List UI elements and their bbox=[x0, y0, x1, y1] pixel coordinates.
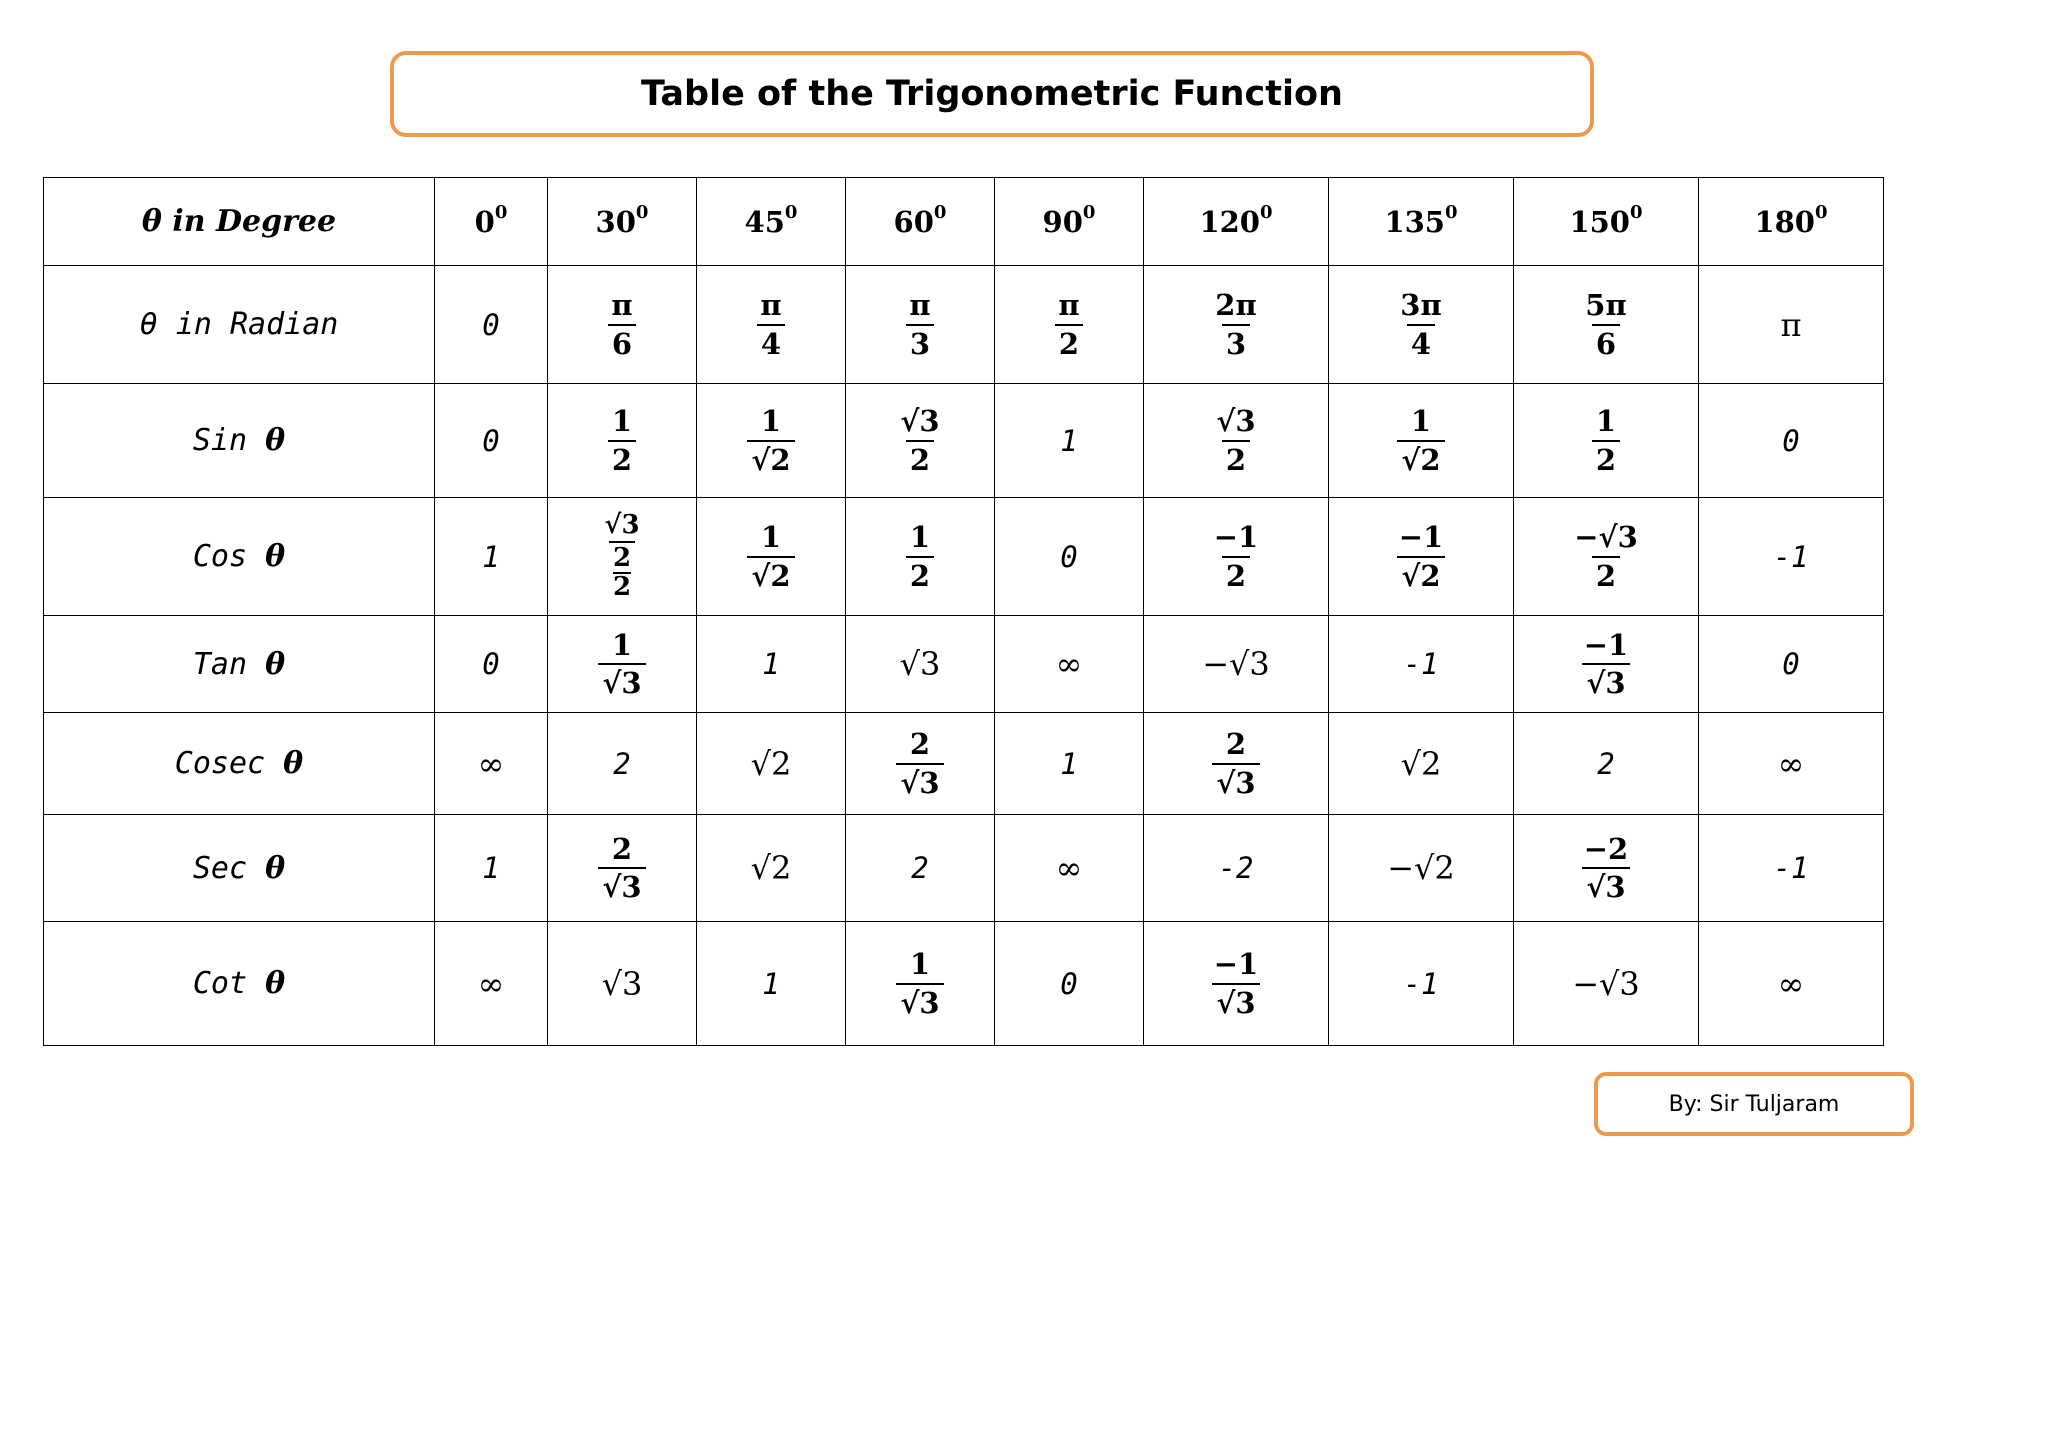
value-cell bbox=[995, 616, 1144, 713]
value-cell bbox=[697, 616, 846, 713]
degree-cell: $150^0$ bbox=[1514, 178, 1699, 266]
value-cell bbox=[1514, 815, 1699, 922]
cell-value: 0 bbox=[482, 647, 500, 681]
value-cell bbox=[1699, 815, 1884, 922]
row-label-text: Tan bbox=[192, 646, 248, 682]
value-cell bbox=[1329, 266, 1514, 384]
denominator: √3 bbox=[598, 867, 645, 903]
degree-cell: $180^0$ bbox=[1699, 178, 1884, 266]
value-cell bbox=[435, 498, 548, 616]
cell-value: √3 bbox=[601, 964, 643, 1003]
cell-value: 2 bbox=[911, 851, 929, 885]
value-cell bbox=[1699, 616, 1884, 713]
denominator: 4 bbox=[1407, 324, 1435, 360]
numerator: 2 bbox=[1225, 727, 1247, 762]
fraction bbox=[607, 289, 636, 360]
cell-value: 1 bbox=[482, 539, 500, 574]
numerator: −√3 bbox=[1574, 520, 1638, 555]
outer-denominator: 2 bbox=[612, 572, 632, 603]
theta-symbol: θ bbox=[283, 746, 304, 781]
value-cell bbox=[1514, 713, 1699, 815]
denominator: 2 bbox=[906, 440, 934, 476]
value-cell bbox=[1699, 266, 1884, 384]
row-label-text: θ in Radian bbox=[139, 307, 339, 342]
table-row bbox=[44, 815, 1884, 922]
denominator: 2 bbox=[1592, 440, 1620, 476]
row-label bbox=[44, 815, 435, 922]
numerator: −1 bbox=[1583, 627, 1629, 662]
cell-value: 2 bbox=[1597, 746, 1615, 781]
degree-header-row bbox=[44, 178, 1884, 266]
cell-value: 1 bbox=[762, 966, 780, 1001]
fraction bbox=[1592, 405, 1620, 476]
fraction bbox=[1212, 405, 1259, 476]
value-cell bbox=[435, 384, 548, 498]
fraction bbox=[747, 405, 794, 476]
fraction bbox=[1210, 521, 1262, 592]
value-cell bbox=[846, 922, 995, 1046]
trig-table bbox=[43, 177, 1884, 1046]
denominator: 4 bbox=[757, 324, 785, 360]
denominator: 2 bbox=[608, 440, 636, 476]
denominator: √3 bbox=[598, 663, 645, 699]
row-label bbox=[44, 384, 435, 498]
cell-value: π bbox=[1780, 305, 1802, 344]
numerator: 1 bbox=[611, 404, 633, 439]
value-cell bbox=[995, 384, 1144, 498]
row-label-text: Sec bbox=[192, 850, 248, 886]
denominator: √3 bbox=[896, 983, 943, 1019]
fraction bbox=[600, 512, 643, 601]
fraction bbox=[756, 289, 785, 360]
fraction bbox=[1570, 521, 1642, 592]
value-cell bbox=[995, 922, 1144, 1046]
value-cell bbox=[1329, 713, 1514, 815]
fraction bbox=[1396, 289, 1445, 360]
cell-value: ∞ bbox=[1055, 849, 1083, 887]
value-cell bbox=[435, 815, 548, 922]
fraction bbox=[608, 405, 636, 476]
numerator: π bbox=[760, 288, 782, 323]
fraction bbox=[1580, 629, 1632, 700]
value-cell bbox=[1514, 498, 1699, 616]
numerator: 1 bbox=[909, 520, 931, 555]
value-cell bbox=[548, 616, 697, 713]
cell-value: -1 bbox=[1403, 647, 1439, 681]
numerator: −1 bbox=[1398, 520, 1444, 555]
row-label-text: Cosec bbox=[174, 746, 266, 781]
degree-cell: $120^0$ bbox=[1144, 178, 1329, 266]
denominator: 3 bbox=[1222, 324, 1250, 360]
value-cell bbox=[1699, 713, 1884, 815]
numerator: 2 bbox=[611, 831, 633, 866]
value-cell bbox=[548, 498, 697, 616]
fraction bbox=[598, 629, 645, 700]
cell-value: √2 bbox=[1400, 744, 1442, 783]
value-cell bbox=[548, 815, 697, 922]
denominator: √3 bbox=[1212, 983, 1259, 1019]
denominator: 6 bbox=[608, 324, 636, 360]
numerator: 5π bbox=[1585, 288, 1627, 323]
value-cell bbox=[1514, 616, 1699, 713]
row-label bbox=[44, 498, 435, 616]
value-cell bbox=[548, 713, 697, 815]
header-label bbox=[44, 178, 435, 266]
degree-cell: $90^0$ bbox=[995, 178, 1144, 266]
value-cell bbox=[846, 616, 995, 713]
numerator: π bbox=[611, 288, 633, 323]
denominator: √3 bbox=[896, 763, 943, 799]
theta-symbol: θ bbox=[265, 646, 286, 682]
cell-value: 0 bbox=[1782, 647, 1800, 681]
value-cell bbox=[1144, 384, 1329, 498]
cell-value: √2 bbox=[750, 849, 792, 887]
page-title: Table of the Trigonometric Function bbox=[390, 51, 1594, 137]
cell-value: √2 bbox=[750, 744, 792, 783]
fraction bbox=[896, 728, 943, 799]
value-cell bbox=[846, 384, 995, 498]
cell-value: 2 bbox=[613, 746, 631, 781]
numerator: π bbox=[909, 288, 931, 323]
value-cell bbox=[846, 266, 995, 384]
value-cell bbox=[1699, 498, 1884, 616]
theta-symbol: θ bbox=[265, 850, 286, 886]
denominator bbox=[609, 541, 635, 601]
value-cell bbox=[697, 922, 846, 1046]
value-cell bbox=[995, 815, 1144, 922]
numerator: √3 bbox=[900, 404, 940, 439]
value-cell bbox=[548, 266, 697, 384]
cell-value: 1 bbox=[762, 647, 780, 681]
row-label-text: Sin bbox=[192, 423, 248, 458]
numerator: 3π bbox=[1400, 288, 1442, 323]
row-label-text: Cos bbox=[192, 539, 248, 574]
fraction bbox=[1211, 289, 1260, 360]
value-cell bbox=[1329, 815, 1514, 922]
value-cell bbox=[697, 266, 846, 384]
value-cell bbox=[846, 713, 995, 815]
row-label-text: Cot bbox=[192, 966, 248, 1001]
row-label bbox=[44, 922, 435, 1046]
value-cell bbox=[435, 266, 548, 384]
fraction bbox=[747, 521, 794, 592]
fraction bbox=[1054, 289, 1083, 360]
denominator: 3 bbox=[906, 324, 934, 360]
header-label-text: in Degree bbox=[172, 204, 337, 239]
value-cell bbox=[1144, 616, 1329, 713]
degree-cell: $60^0$ bbox=[846, 178, 995, 266]
theta-symbol: θ bbox=[265, 539, 286, 574]
cell-value: 0 bbox=[1782, 423, 1800, 458]
cell-value: -2 bbox=[1218, 851, 1254, 885]
value-cell bbox=[1329, 922, 1514, 1046]
inner-denominator: 2 bbox=[612, 542, 632, 573]
cell-value: −√3 bbox=[1202, 645, 1270, 683]
denominator: 2 bbox=[1222, 440, 1250, 476]
value-cell bbox=[995, 713, 1144, 815]
denominator: √3 bbox=[1212, 763, 1259, 799]
table-row bbox=[44, 713, 1884, 815]
degree-cell: $135^0$ bbox=[1329, 178, 1514, 266]
denominator: √2 bbox=[1397, 556, 1444, 592]
table-row bbox=[44, 922, 1884, 1046]
author-credit: By: Sir Tuljaram bbox=[1594, 1072, 1914, 1136]
cell-value: -1 bbox=[1773, 851, 1809, 885]
denominator: √2 bbox=[747, 440, 794, 476]
degree-cell: $30^0$ bbox=[548, 178, 697, 266]
cell-value: −√3 bbox=[1572, 964, 1640, 1003]
value-cell bbox=[1144, 815, 1329, 922]
value-cell bbox=[1329, 384, 1514, 498]
value-cell bbox=[1699, 384, 1884, 498]
cell-value: -1 bbox=[1773, 539, 1809, 574]
theta-symbol: θ bbox=[141, 204, 162, 239]
value-cell bbox=[1144, 713, 1329, 815]
value-cell bbox=[1144, 266, 1329, 384]
cell-value: 0 bbox=[482, 307, 500, 342]
cell-value: 0 bbox=[482, 423, 500, 458]
numerator: 1 bbox=[909, 947, 931, 982]
value-cell bbox=[697, 498, 846, 616]
value-cell bbox=[1514, 384, 1699, 498]
numerator: −1 bbox=[1213, 520, 1259, 555]
value-cell bbox=[697, 815, 846, 922]
denominator: √3 bbox=[1582, 867, 1629, 903]
row-label bbox=[44, 616, 435, 713]
value-cell bbox=[1514, 922, 1699, 1046]
fraction bbox=[598, 833, 645, 904]
numerator: √3 bbox=[1216, 404, 1256, 439]
value-cell bbox=[1514, 266, 1699, 384]
row-label bbox=[44, 266, 435, 384]
numerator: 1 bbox=[1410, 404, 1432, 439]
degree-cell: $0^0$ bbox=[435, 178, 548, 266]
numerator: 2 bbox=[909, 727, 931, 762]
cell-value: 1 bbox=[1060, 746, 1078, 781]
cell-value: 0 bbox=[1060, 966, 1078, 1001]
denominator: 6 bbox=[1592, 324, 1620, 360]
cell-value: ∞ bbox=[1777, 964, 1805, 1003]
table-row bbox=[44, 266, 1884, 384]
denominator: √2 bbox=[747, 556, 794, 592]
numerator: 2π bbox=[1215, 288, 1257, 323]
value-cell bbox=[1144, 498, 1329, 616]
fraction bbox=[906, 521, 934, 592]
fraction bbox=[1580, 833, 1632, 904]
cell-value: 1 bbox=[482, 851, 500, 885]
cell-value: 0 bbox=[1060, 539, 1078, 574]
cell-value: −√2 bbox=[1387, 849, 1455, 887]
value-cell bbox=[846, 498, 995, 616]
table-row bbox=[44, 498, 1884, 616]
cell-value: ∞ bbox=[477, 964, 505, 1003]
fraction bbox=[896, 948, 943, 1019]
fraction bbox=[1581, 289, 1630, 360]
value-cell bbox=[1144, 922, 1329, 1046]
value-cell bbox=[995, 498, 1144, 616]
value-cell bbox=[846, 815, 995, 922]
numerator: 1 bbox=[760, 404, 782, 439]
cell-value: -1 bbox=[1403, 966, 1439, 1001]
cell-value: ∞ bbox=[1055, 645, 1083, 683]
value-cell bbox=[435, 713, 548, 815]
value-cell bbox=[697, 713, 846, 815]
value-rows bbox=[44, 266, 1884, 1046]
value-cell bbox=[548, 922, 697, 1046]
numerator: −2 bbox=[1583, 831, 1629, 866]
fraction bbox=[1212, 728, 1259, 799]
row-label bbox=[44, 713, 435, 815]
denominator: 2 bbox=[906, 556, 934, 592]
value-cell bbox=[1329, 616, 1514, 713]
cell-value: ∞ bbox=[477, 744, 505, 783]
fraction bbox=[905, 289, 934, 360]
denominator: 2 bbox=[1592, 556, 1620, 592]
cell-value: 1 bbox=[1060, 423, 1078, 458]
value-cell bbox=[1699, 922, 1884, 1046]
numerator: π bbox=[1058, 288, 1080, 323]
fraction bbox=[1397, 405, 1444, 476]
value-cell bbox=[435, 616, 548, 713]
table-row bbox=[44, 616, 1884, 713]
value-cell bbox=[1329, 498, 1514, 616]
table-row bbox=[44, 384, 1884, 498]
value-cell bbox=[435, 922, 548, 1046]
numerator: √3 bbox=[604, 510, 640, 541]
value-cell bbox=[548, 384, 697, 498]
fraction bbox=[1210, 948, 1262, 1019]
theta-symbol: θ bbox=[265, 423, 286, 458]
fraction bbox=[1395, 521, 1447, 592]
numerator: −1 bbox=[1213, 947, 1259, 982]
numerator: 1 bbox=[1595, 404, 1617, 439]
denominator: √2 bbox=[1397, 440, 1444, 476]
denominator: 2 bbox=[1222, 556, 1250, 592]
theta-symbol: θ bbox=[265, 966, 286, 1001]
numerator: 1 bbox=[760, 520, 782, 555]
cell-value: ∞ bbox=[1777, 744, 1805, 783]
cell-value: √3 bbox=[899, 645, 941, 683]
denominator: 2 bbox=[1055, 324, 1083, 360]
denominator: √3 bbox=[1582, 663, 1629, 699]
fraction bbox=[896, 405, 943, 476]
value-cell bbox=[697, 384, 846, 498]
degree-cell: $45^0$ bbox=[697, 178, 846, 266]
value-cell bbox=[995, 266, 1144, 384]
numerator: 1 bbox=[611, 627, 633, 662]
